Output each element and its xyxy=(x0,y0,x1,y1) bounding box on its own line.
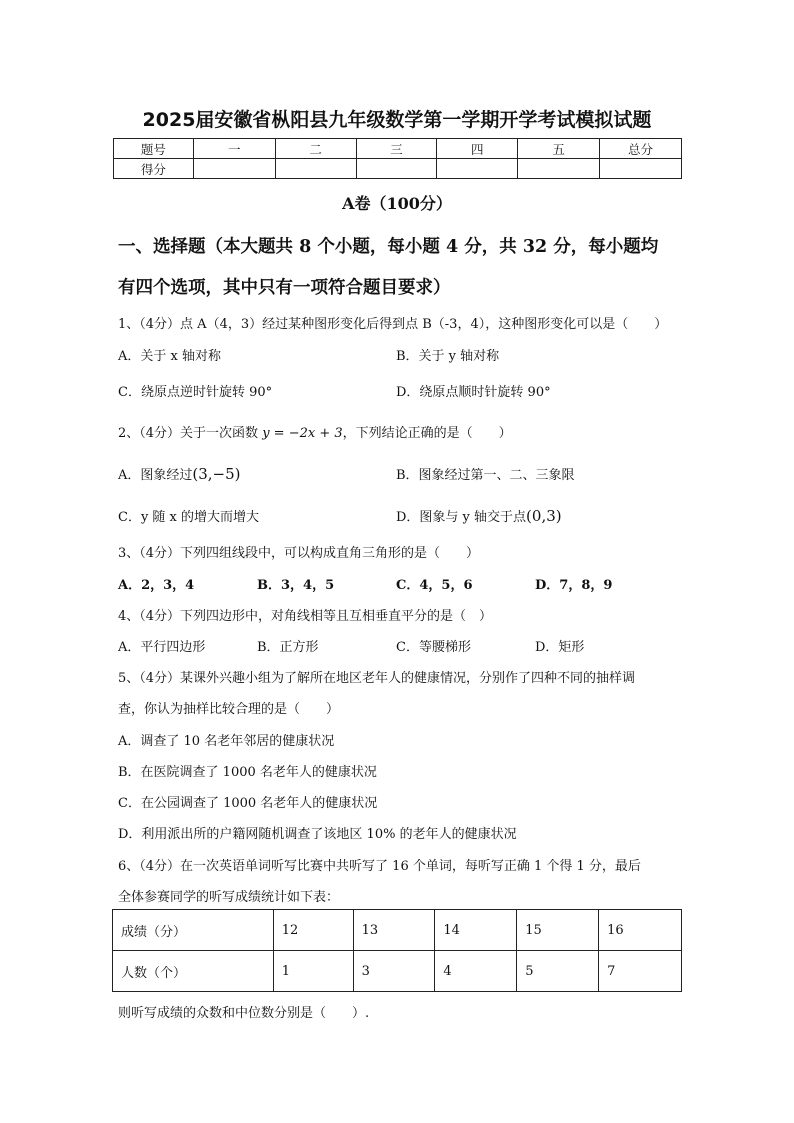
score-table xyxy=(113,138,682,179)
question-4-option-a: A．平行四边形 xyxy=(118,640,206,655)
score-header-cell: 二 xyxy=(275,139,356,159)
table-cell: 13 xyxy=(353,910,435,951)
table-cell: 16 xyxy=(599,910,682,951)
question-2-stem xyxy=(118,422,512,441)
score-table-header-row xyxy=(114,139,682,159)
table-cell: 7 xyxy=(599,951,682,992)
question-1-option-d: D．绕原点顺时针旋转 90° xyxy=(396,385,551,400)
score-cell[interactable] xyxy=(356,159,437,179)
question-2-option-b: B．图象经过第一、二、三象限 xyxy=(396,468,575,483)
score-table-score-row xyxy=(114,159,682,179)
table-row xyxy=(113,951,682,992)
table-cell: 1 xyxy=(273,951,353,992)
table-cell: 4 xyxy=(435,951,517,992)
table-cell: 3 xyxy=(353,951,435,992)
question-3-option-d: D．7，8，9 xyxy=(535,578,613,593)
score-cell[interactable] xyxy=(600,159,682,179)
score-cell[interactable] xyxy=(193,159,275,179)
question-5-stem-line1: 5、（4分）某课外兴趣小组为了解所在地区老年人的健康情况，分别作了四种不同的抽样调 xyxy=(118,671,636,686)
question-5-stem-line2: 查，你认为抽样比较合理的是（ ） xyxy=(118,702,340,717)
question-6-stem-line1: 6、（4分）在一次英语单词听写比赛中共听写了 16 个单词，每听写正确 1 个得 1 分，最后 xyxy=(118,859,641,874)
score-header-cell: 三 xyxy=(356,139,437,159)
question-2-option-a-text: A．图象经过 xyxy=(118,468,193,483)
question-4-option-d: D．矩形 xyxy=(535,640,585,655)
question-2-stem-tail: ，下列结论正确的是（ ） xyxy=(342,426,512,441)
score-cell[interactable] xyxy=(437,159,518,179)
section-a-heading: A卷（100分） xyxy=(342,194,452,213)
question-6-stem-line2: 全体参赛同学的听写成绩统计如下表： xyxy=(118,890,340,905)
question-5-option-a: A．调查了 10 名老年邻居的健康状况 xyxy=(118,734,335,749)
question-2-stem-text: 2、（4分）关于一次函数 xyxy=(118,426,263,441)
table-cell: 12 xyxy=(273,910,353,951)
question-4-option-c: C．等腰梯形 xyxy=(396,640,471,655)
exam-title: 2025届安徽省枞阳县九年级数学第一学期开学考试模拟试题 xyxy=(142,109,652,131)
question-3-option-c: C．4，5，6 xyxy=(396,578,473,593)
question-3-stem: 3、（4分）下列四组线段中，可以构成直角三角形的是（ ） xyxy=(118,546,480,561)
table-cell: 5 xyxy=(517,951,599,992)
question-1-option-a: A．关于 x 轴对称 xyxy=(118,349,221,364)
question-4-option-b: B．正方形 xyxy=(257,640,319,655)
question-2-option-d-text: D．图象与 y 轴交于点 xyxy=(396,510,527,525)
score-row-label: 得分 xyxy=(114,159,194,179)
question-2-option-a xyxy=(118,464,241,483)
question-2-option-c: C．y 随 x 的增大而增大 xyxy=(118,510,260,525)
question-2-option-d-point: (0,3) xyxy=(526,507,562,525)
question-2-option-d xyxy=(396,506,562,525)
question-3-option-a: A．2，3，4 xyxy=(118,578,195,593)
question-5-option-b: B．在医院调查了 1000 名老年人的健康状况 xyxy=(118,765,377,780)
table-row xyxy=(113,910,682,951)
part1-heading-line1: 一、选择题（本大题共 8 个小题，每小题 4 分，共 32 分，每小题均 xyxy=(118,237,659,257)
table-cell: 14 xyxy=(435,910,517,951)
question-5-option-c: C．在公园调查了 1000 名老年人的健康状况 xyxy=(118,796,378,811)
score-header-cell: 总分 xyxy=(600,139,682,159)
question-3-option-b: B．3，4，5 xyxy=(257,578,335,593)
question-2-function: y = −2x + 3 xyxy=(262,426,343,441)
table-cell: 成绩（分） xyxy=(113,910,274,951)
question-1-stem: 1、（4分）点 A（4，3）经过某种图形变化后得到点 B（-3，4），这种图形变化可以是（ ） xyxy=(118,317,668,332)
score-cell[interactable] xyxy=(275,159,356,179)
question-6-ask: 则听写成绩的众数和中位数分别是（ ）. xyxy=(118,1006,370,1021)
score-header-cell: 一 xyxy=(193,139,275,159)
score-cell[interactable] xyxy=(518,159,600,179)
score-header-cell: 四 xyxy=(437,139,518,159)
question-1-option-c: C．绕原点逆时针旋转 90° xyxy=(118,385,273,400)
question-5-option-d: D．利用派出所的户籍网随机调查了该地区 10% 的老年人的健康状况 xyxy=(118,827,517,842)
question-6-score-table xyxy=(112,909,682,992)
score-header-cell: 五 xyxy=(518,139,600,159)
question-2-option-a-point: (3,−5) xyxy=(192,465,241,483)
part1-heading-line2: 有四个选项，其中只有一项符合题目要求） xyxy=(118,278,451,298)
question-4-stem: 4、（4分）下列四边形中，对角线相等且互相垂直平分的是（ ） xyxy=(118,609,493,624)
question-1-option-b: B．关于 y 轴对称 xyxy=(396,349,500,364)
table-cell: 人数（个） xyxy=(113,951,274,992)
score-header-cell: 题号 xyxy=(114,139,194,159)
table-cell: 15 xyxy=(517,910,599,951)
